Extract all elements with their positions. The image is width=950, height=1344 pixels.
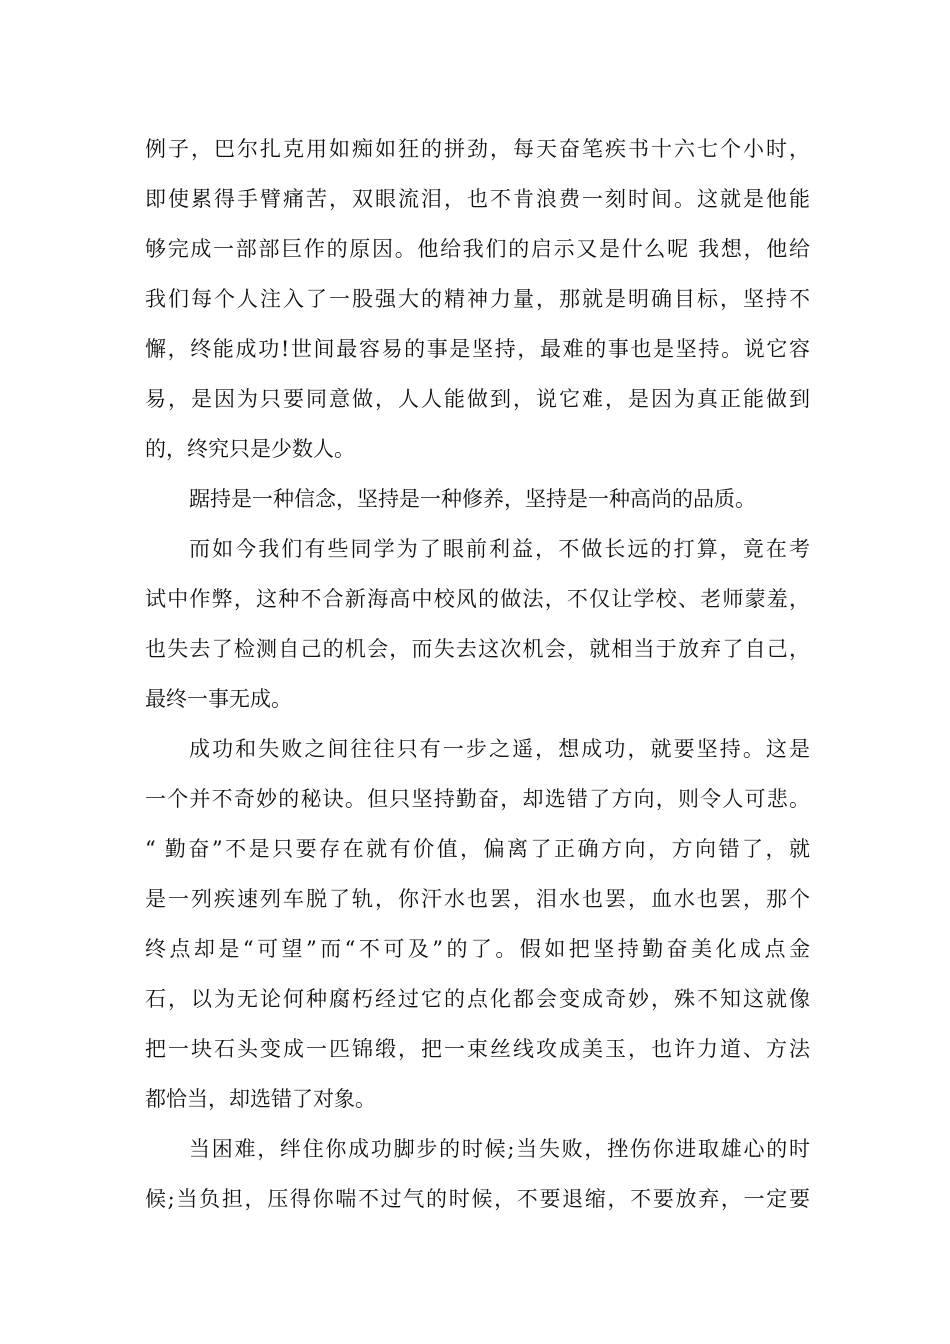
text-line-12: 最终一事无成。 <box>145 687 292 711</box>
text-line-2: 即使累得手臂痛苦，双眼流泪，也不肯浪费一刻时间。这就是他能 <box>145 187 810 211</box>
text-line-15: “ 勤奋”不是只要存在就有价值，偏离了正确方向，方向错了，就 <box>145 837 810 861</box>
text-line-7: 的，终究只是少数人。 <box>145 437 355 461</box>
text-line-10: 试中作弊，这种不合新海高中校风的做法，不仅让学校、老师蒙羞， <box>145 587 810 611</box>
text-line-6: 易，是因为只要同意做，人人能做到，说它难，是因为真正能做到 <box>145 387 810 411</box>
text-line-21: 当困难，绊住你成功脚步的时候;当失败，挫伤你进取雄心的时 <box>189 1137 810 1161</box>
text-line-17: 终点却是“可望”而“不可及”的了。假如把坚持勤奋美化成点金 <box>145 937 810 961</box>
text-line-8: 踞持是一种信念，坚持是一种修养，坚持是一种高尚的品质。 <box>189 487 756 511</box>
text-line-11: 也失去了检测自己的机会，而失去这次机会，就相当于放弃了自己， <box>145 637 810 661</box>
text-line-1: 例子，巴尔扎克用如痴如狂的拼劲，每天奋笔疾书十六七个小时， <box>145 137 810 161</box>
text-line-16: 是一列疾速列车脱了轨，你汗水也罢，泪水也罢，血水也罢，那个 <box>145 887 810 911</box>
text-line-3: 够完成一部部巨作的原因。他给我们的启示又是什么呢 我想，他给 <box>145 237 810 261</box>
text-line-20: 都恰当，却选错了对象。 <box>145 1087 376 1111</box>
text-line-14: 一个并不奇妙的秘诀。但只坚持勤奋，却选错了方向，则令人可悲。 <box>145 787 810 811</box>
text-line-22: 候;当负担，压得你喘不过气的时候，不要退缩，不要放弃，一定要 <box>145 1187 810 1211</box>
text-line-18: 石，以为无论何种腐朽经过它的点化都会变成奇妙，殊不知这就像 <box>145 987 810 1011</box>
text-line-9: 而如今我们有些同学为了眼前利益，不做长远的打算，竟在考 <box>189 537 810 561</box>
text-line-19: 把一块石头变成一匹锦缎，把一束丝线攻成美玉，也许力道、方法 <box>145 1037 810 1061</box>
text-line-4: 我们每个人注入了一股强大的精神力量，那就是明确目标，坚持不 <box>145 287 810 311</box>
text-line-5: 懈，终能成功!世间最容易的事是坚持，最难的事也是坚持。说它容 <box>145 337 810 361</box>
text-line-13: 成功和失败之间往往只有一步之遥，想成功，就要坚持。这是 <box>189 737 810 761</box>
